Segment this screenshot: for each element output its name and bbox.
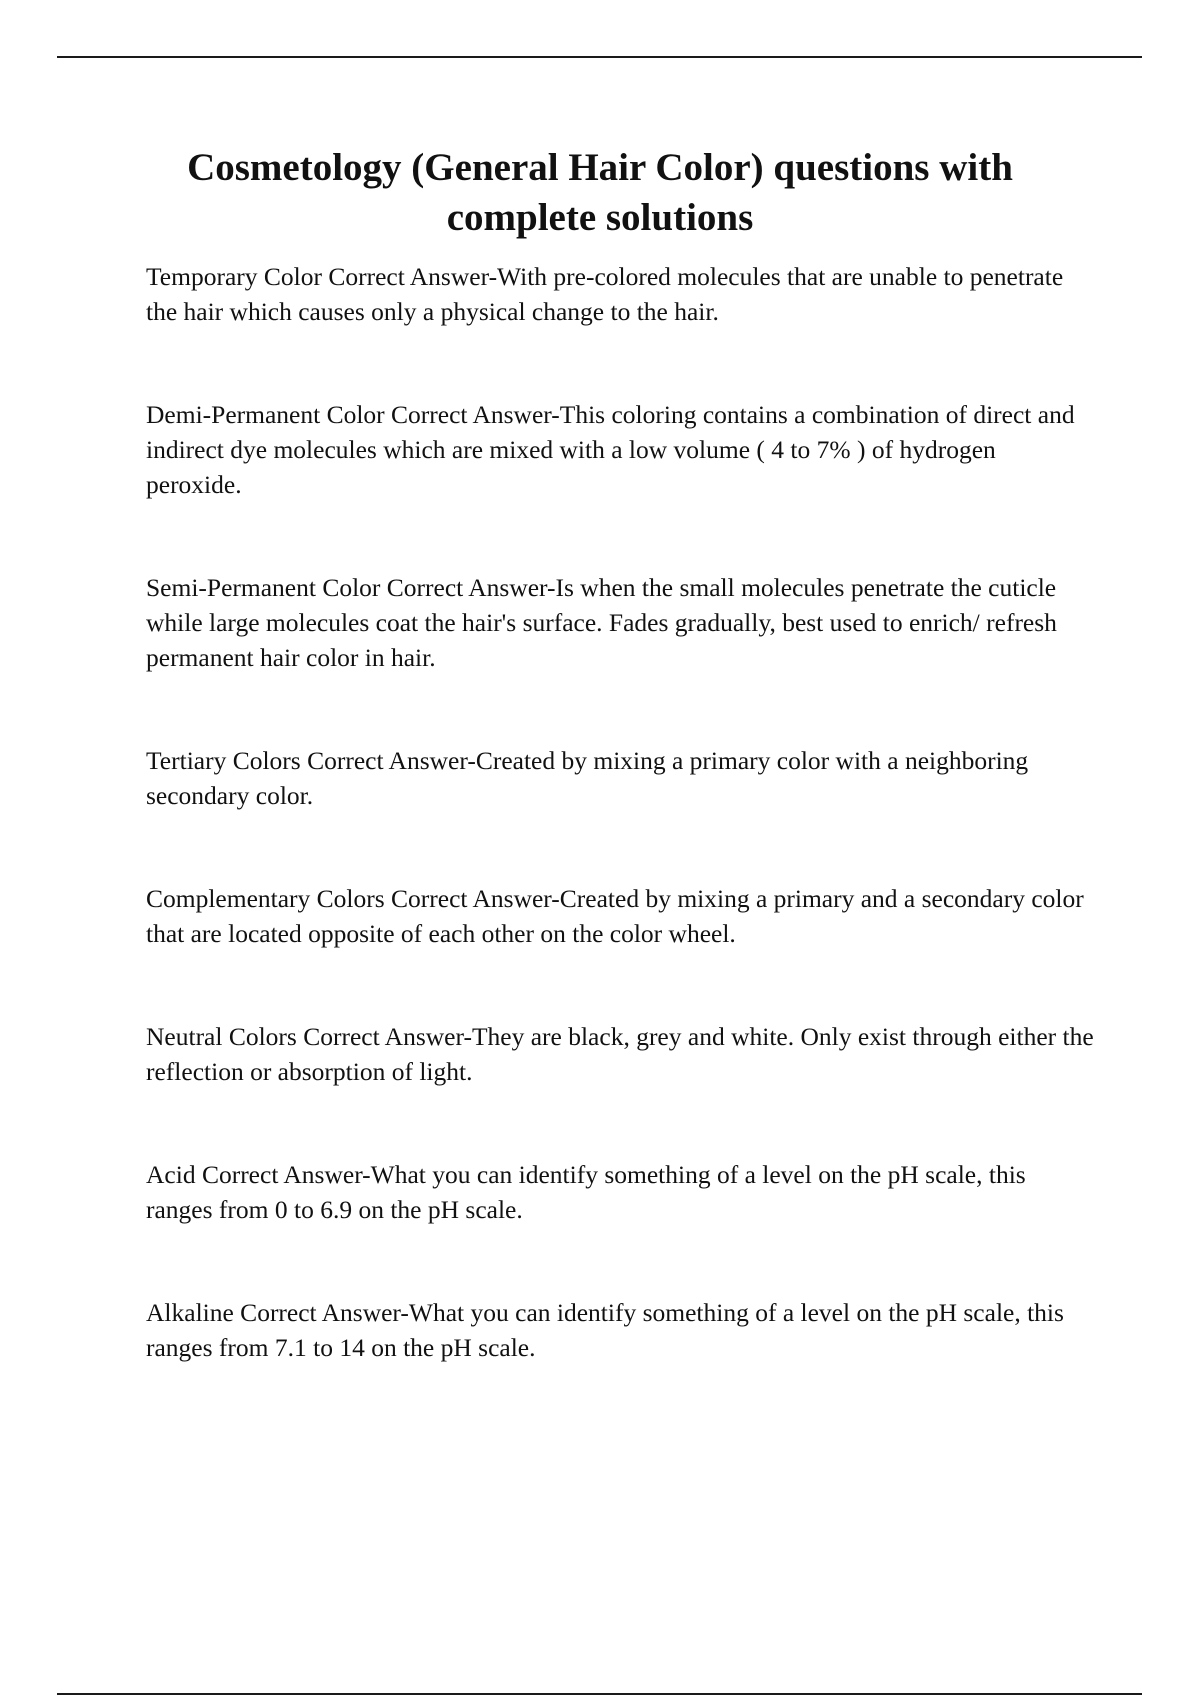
qa-entry-complementary-colors: Complementary Colors Correct Answer-Created by mixing a primary and a secondary color that are located opposite of each other on the color wheel. (146, 884, 1084, 948)
qa-entry-temporary-color: Temporary Color Correct Answer-With pre-colored molecules that are unable to penetrate the hair which causes only a physical change to the hair. (146, 262, 1064, 326)
qa-entry-neutral-colors: Neutral Colors Correct Answer-They are black, grey and white. Only exist through either the reflection or absorption of light. (146, 1022, 1094, 1086)
qa-list (146, 259, 1096, 1433)
qa-entry-alkaline: Alkaline Correct Answer-What you can identify something of a level on the pH scale, this ranges from 7.1 to 14 on the pH scale. (146, 1298, 1064, 1362)
qa-entry-demi-permanent-color: Demi-Permanent Color Correct Answer-This coloring contains a combination of direct and indirect dye molecules which are mixed with a low volume ( 4 to 7% ) of hydrogen peroxide. (146, 400, 1075, 499)
qa-entry-semi-permanent-color: Semi-Permanent Color Correct Answer-Is when the small molecules penetrate the cuticle while large molecules coat the hair's surface. Fades gradually, best used to enrich/ refresh permanent hair color in hair. (146, 573, 1057, 672)
bottom-rule (57, 1693, 1142, 1695)
document-title: Cosmetology (General Hair Color) questions with complete solutions (187, 146, 1013, 239)
top-rule (57, 56, 1142, 58)
qa-entry-tertiary-colors: Tertiary Colors Correct Answer-Created by mixing a primary color with a neighboring secondary color. (146, 746, 1029, 810)
qa-entry-acid: Acid Correct Answer-What you can identify something of a level on the pH scale, this ranges from 0 to 6.9 on the pH scale. (146, 1160, 1026, 1224)
